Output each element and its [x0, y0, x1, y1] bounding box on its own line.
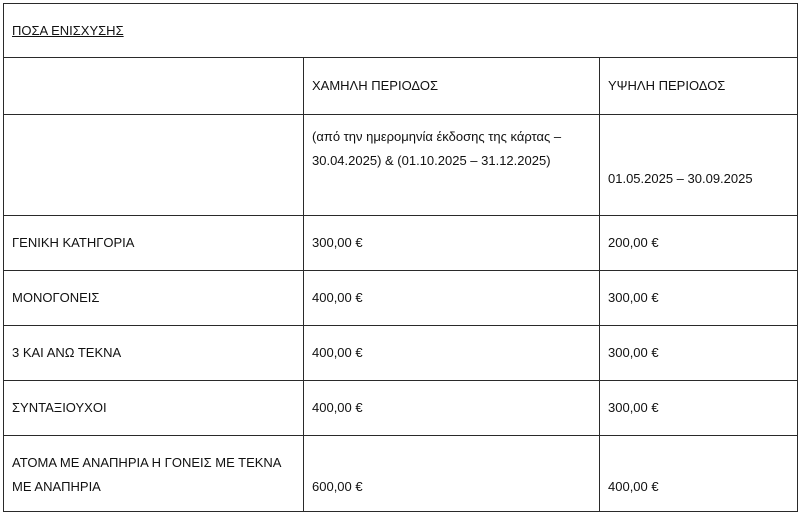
row-low-amount: 400,00 €: [304, 326, 600, 381]
header-low-period: ΧΑΜΗΛΗ ΠΕΡΙΟΔΟΣ: [304, 58, 600, 115]
table-title-cell: [4, 4, 798, 58]
row-low-amount: 400,00 €: [304, 381, 600, 436]
row-category: ΓΕΝΙΚΗ ΚΑΤΗΓΟΡΙΑ: [4, 216, 304, 271]
table-title-row: [4, 4, 798, 58]
table-row: [4, 436, 798, 512]
table-row: [4, 271, 798, 326]
row-high-amount: 400,00 €: [600, 436, 798, 512]
row-high-amount: 300,00 €: [600, 271, 798, 326]
row-high-amount: 200,00 €: [600, 216, 798, 271]
row-low-amount: 300,00 €: [304, 216, 600, 271]
row-low-amount: 400,00 €: [304, 271, 600, 326]
table-row: [4, 381, 798, 436]
table-row: [4, 216, 798, 271]
table-dates-row: [4, 115, 798, 216]
header-empty-cell: [4, 58, 304, 115]
row-high-amount: 300,00 €: [600, 381, 798, 436]
row-high-amount: 300,00 €: [600, 326, 798, 381]
dates-low-period: (από την ημερομηνία έκδοσης της κάρτας – 30.04.2025) & (01.10.2025 – 31.12.2025): [304, 115, 600, 216]
table-title: ΠΟΣΑ ΕΝΙΣΧΥΣΗΣ: [12, 22, 124, 38]
row-low-amount: 600,00 €: [304, 436, 600, 512]
dates-high-period: 01.05.2025 – 30.09.2025: [600, 115, 798, 216]
header-high-period: ΥΨΗΛΗ ΠΕΡΙΟΔΟΣ: [600, 58, 798, 115]
row-category: ΑΤΟΜΑ ΜΕ ΑΝΑΠΗΡΙΑ Η ΓΟΝΕΙΣ ΜΕ ΤΕΚΝΑ ΜΕ ΑΝΑΠΗΡΙΑ: [4, 436, 304, 512]
row-category: 3 ΚΑΙ ΑΝΩ ΤΕΚΝΑ: [4, 326, 304, 381]
subsidy-amounts-table: [3, 3, 798, 512]
table-header-row: [4, 58, 798, 115]
dates-empty-cell: [4, 115, 304, 216]
row-category: ΣΥΝΤΑΞΙΟΥΧΟΙ: [4, 381, 304, 436]
row-category: ΜΟΝΟΓΟΝΕΙΣ: [4, 271, 304, 326]
table-row: [4, 326, 798, 381]
